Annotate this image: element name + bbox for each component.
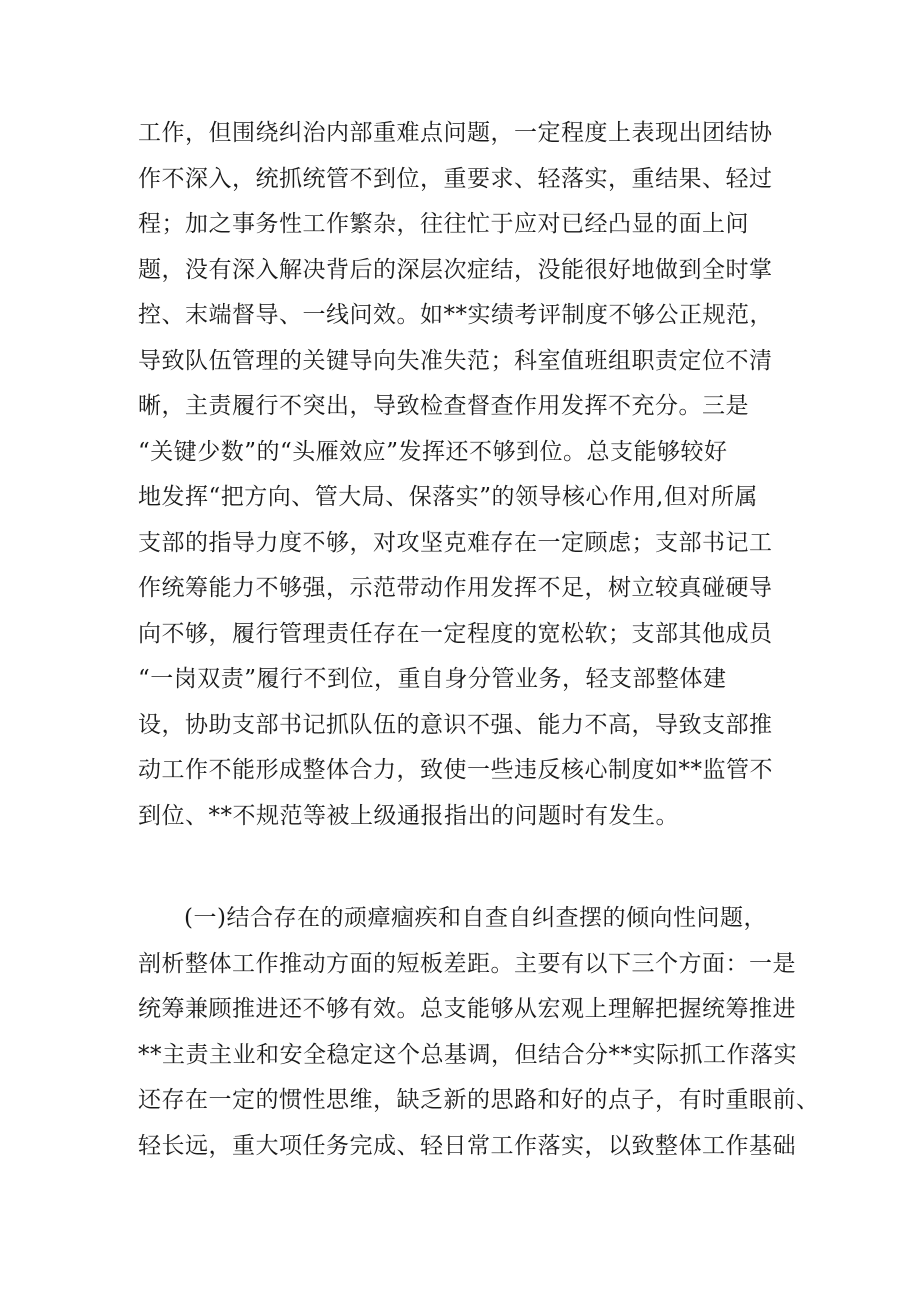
text-line: 到位、**不规范等被上级通报指出的问题时有发生。 bbox=[138, 802, 679, 829]
text-line: 题，没有深入解决背后的深层次症结，没能很好地做到全时掌 bbox=[138, 256, 773, 283]
text-line: 程；加之事务性工作繁杂，往往忙于应对已经凸显的面上问 bbox=[138, 211, 749, 237]
text-line: “关键少数”的“头雁效应”发挥还不够到位。总支能够较好 bbox=[138, 438, 728, 465]
text-line: 支部的指导力度不够，对攻坚克难存在一定顾虑；支部书记工 bbox=[138, 529, 773, 556]
text-line: 导致队伍管理的关键导向失准失范；科室值班组职责定位不清 bbox=[138, 347, 773, 374]
text-line: 作不深入，统抓统管不到位，重要求、轻落实，重结果、轻过 bbox=[138, 165, 773, 192]
text-line: 还存在一定的惯性思维，缺乏新的思路和好的点子，有时重眼前、 bbox=[138, 1087, 820, 1113]
text-line: 作统筹能力不够强，示范带动作用发挥不足，树立较真碰硬导 bbox=[138, 575, 773, 601]
text-line: 设，协助支部书记抓队伍的意识不强、能力不高，导致支部推 bbox=[138, 711, 773, 738]
text-line: 剖析整体工作推动方面的短板差距。主要有以下三个方面：一是 bbox=[138, 950, 796, 977]
text-line: 动工作不能形成整体合力，致使一些违反核心制度如**监管不 bbox=[138, 757, 773, 783]
text-line: 地发挥“把方向、管大局、保落实”的领导核心作用,但对所属 bbox=[138, 484, 758, 510]
text-line: 轻长远，重大项任务完成、轻日常工作落实，以致整体工作基础 bbox=[138, 1132, 796, 1159]
text-line: 晰，主责履行不突出，导致检查督查作用发挥不充分。三是 bbox=[138, 393, 749, 419]
text-line: “一岗双责”履行不到位，重自身分管业务，轻支部整体建 bbox=[138, 666, 727, 692]
text-line: 控、末端督导、一线问效。如**实绩考评制度不够公正规范， bbox=[138, 302, 773, 328]
text-line: 向不够，履行管理责任存在一定程度的宽松软；支部其他成员 bbox=[138, 620, 773, 647]
text-line-indented: (一)结合存在的顽瘴痼疾和自查自纠查摆的倾向性问题， bbox=[184, 905, 767, 931]
text-line: 工作，但围绕纠治内部重难点问题，一定程度上表现出团结协 bbox=[138, 120, 773, 146]
body-paragraph-2 bbox=[138, 896, 820, 1169]
body-paragraph-1 bbox=[138, 111, 788, 839]
text-line: 统筹兼顾推进还不够有效。总支能够从宏观上理解把握统筹推进 bbox=[138, 996, 796, 1022]
text-line: **主责主业和安全稳定这个总基调，但结合分**实际抓工作落实 bbox=[138, 1041, 797, 1068]
